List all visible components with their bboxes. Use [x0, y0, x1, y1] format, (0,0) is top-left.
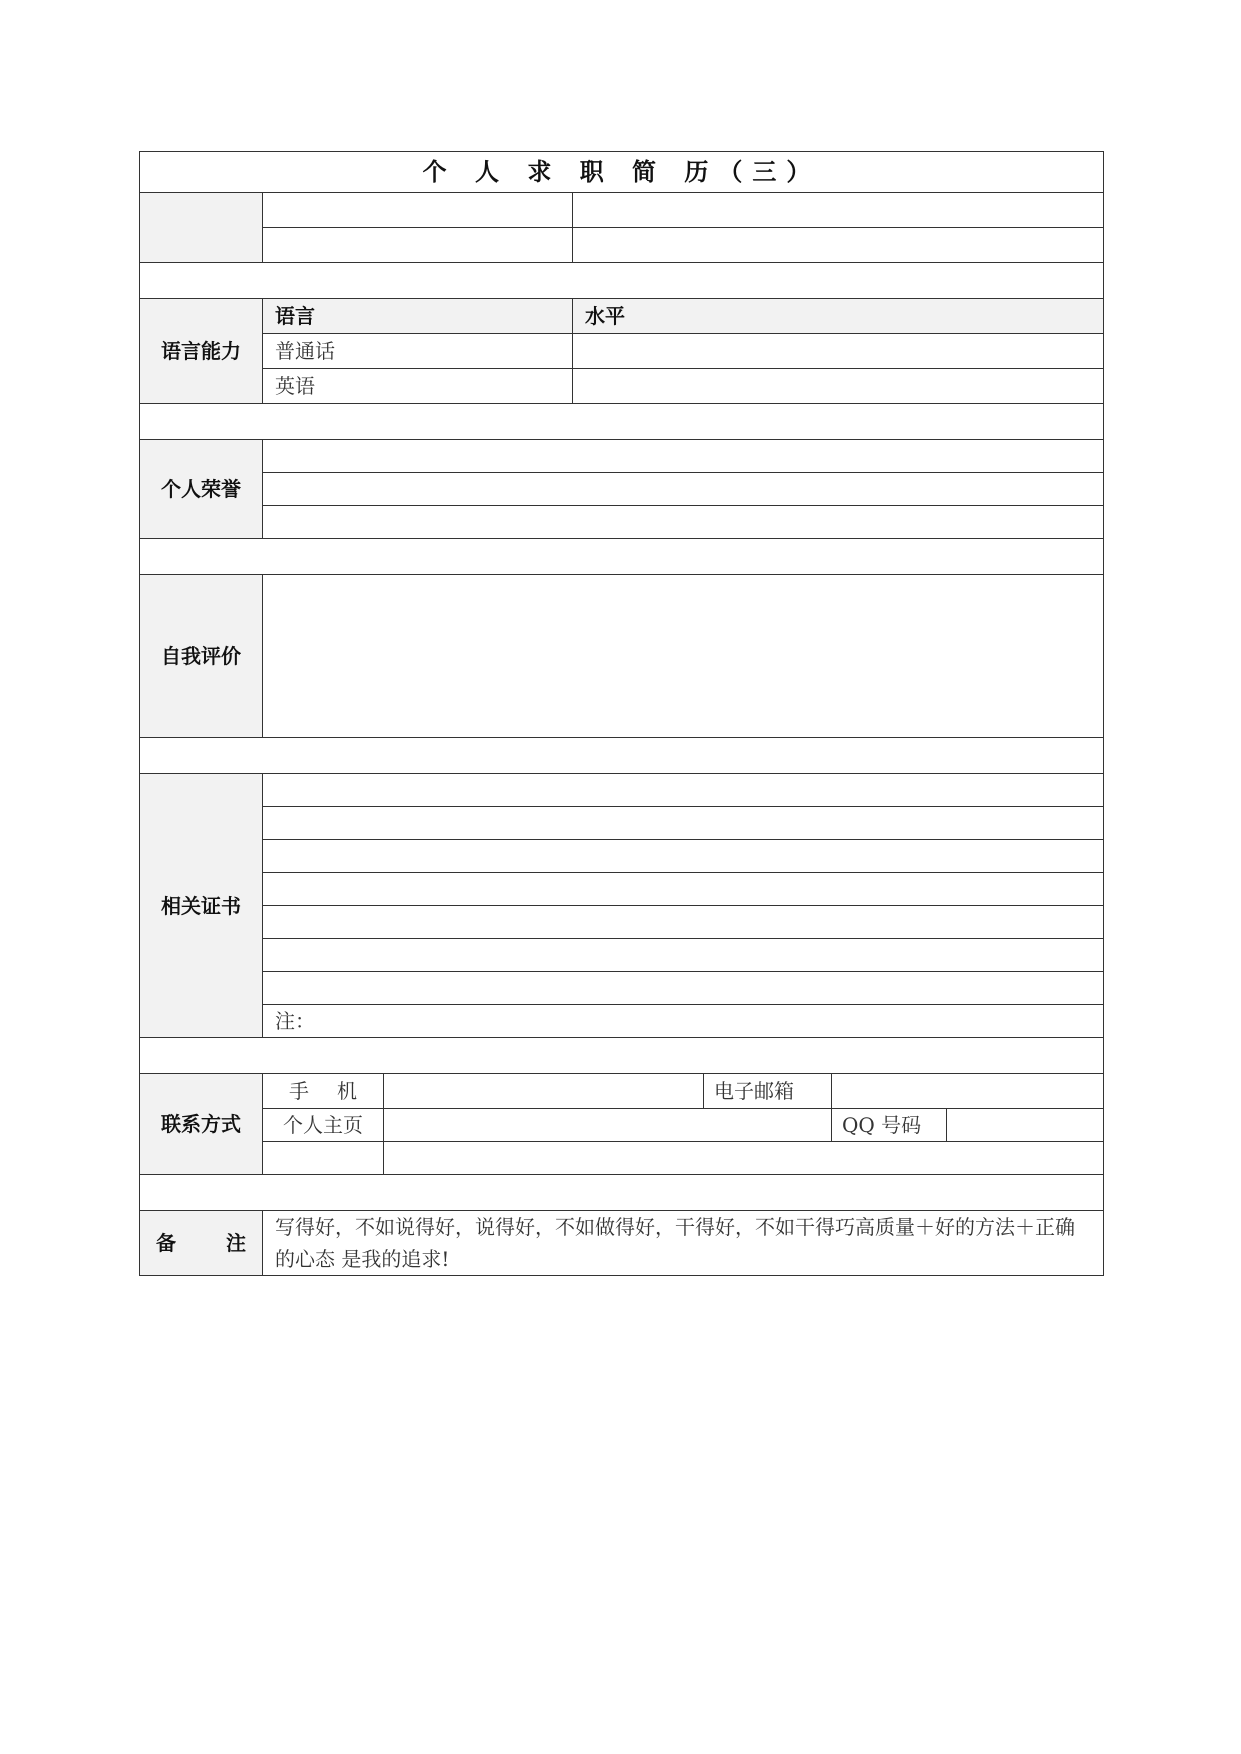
honor-entry[interactable] — [263, 440, 1104, 473]
honor-entry[interactable] — [263, 473, 1104, 506]
honors-section-label: 个人荣誉 — [140, 440, 263, 539]
resume-sheet — [139, 151, 1103, 1276]
language-section-label: 语言能力 — [140, 299, 263, 404]
language-row-level[interactable] — [573, 369, 1104, 404]
language-row-name: 普通话 — [263, 334, 573, 369]
spacer-row — [140, 404, 1104, 440]
self-evaluation-field[interactable] — [263, 575, 1104, 738]
contact-section-label: 联系方式 — [140, 1074, 263, 1175]
remarks-text: 写得好，不如说得好，说得好，不如做得好，干得好，不如干得巧高质量＋好的方法＋正确的心态 是我的追求! — [263, 1211, 1104, 1276]
certificates-section-label: 相关证书 — [140, 774, 263, 1038]
spacer-row — [140, 263, 1104, 299]
phone-label-char: 机 — [337, 1079, 357, 1103]
phone-field[interactable] — [384, 1074, 704, 1109]
certificate-entry[interactable] — [263, 906, 1104, 939]
qq-label: QQ 号码 — [832, 1109, 947, 1141]
certificate-entry[interactable] — [263, 939, 1104, 972]
homepage-label: 个人主页 — [263, 1109, 384, 1142]
email-field[interactable] — [832, 1074, 1104, 1109]
top-field-2b[interactable] — [573, 228, 1104, 263]
certificate-entry[interactable] — [263, 774, 1104, 807]
top-field-1b[interactable] — [573, 193, 1104, 228]
remarks-label-char: 注 — [226, 1231, 246, 1255]
page-title: 个 人 求 职 简 历（三） — [140, 152, 1104, 193]
top-field-2a[interactable] — [263, 228, 573, 263]
phone-label-char: 手 — [289, 1079, 309, 1103]
top-field-1a[interactable] — [263, 193, 573, 228]
language-row-name: 英语 — [263, 369, 573, 404]
certificate-note: 注： — [263, 1005, 1104, 1038]
honor-entry[interactable] — [263, 506, 1104, 539]
phone-label — [263, 1074, 384, 1109]
homepage-field[interactable] — [384, 1109, 832, 1142]
spacer-row — [140, 738, 1104, 774]
spacer-row — [140, 1038, 1104, 1074]
remarks-label — [140, 1211, 263, 1276]
spacer-row — [140, 539, 1104, 575]
contact-extra-label[interactable] — [263, 1142, 384, 1175]
top-blank-label — [140, 193, 263, 263]
language-col-header: 语言 — [263, 299, 573, 334]
resume-table — [139, 151, 1104, 1276]
self-evaluation-label: 自我评价 — [140, 575, 263, 738]
contact-extra-field[interactable] — [384, 1142, 1104, 1175]
qq-cell — [832, 1109, 1104, 1142]
qq-field[interactable] — [947, 1109, 1103, 1141]
certificate-entry[interactable] — [263, 807, 1104, 840]
certificate-entry[interactable] — [263, 972, 1104, 1005]
remarks-label-char: 备 — [156, 1231, 176, 1255]
spacer-row — [140, 1175, 1104, 1211]
level-col-header: 水平 — [573, 299, 1104, 334]
certificate-entry[interactable] — [263, 873, 1104, 906]
language-row-level[interactable] — [573, 334, 1104, 369]
certificate-entry[interactable] — [263, 840, 1104, 873]
email-label: 电子邮箱 — [704, 1074, 832, 1109]
